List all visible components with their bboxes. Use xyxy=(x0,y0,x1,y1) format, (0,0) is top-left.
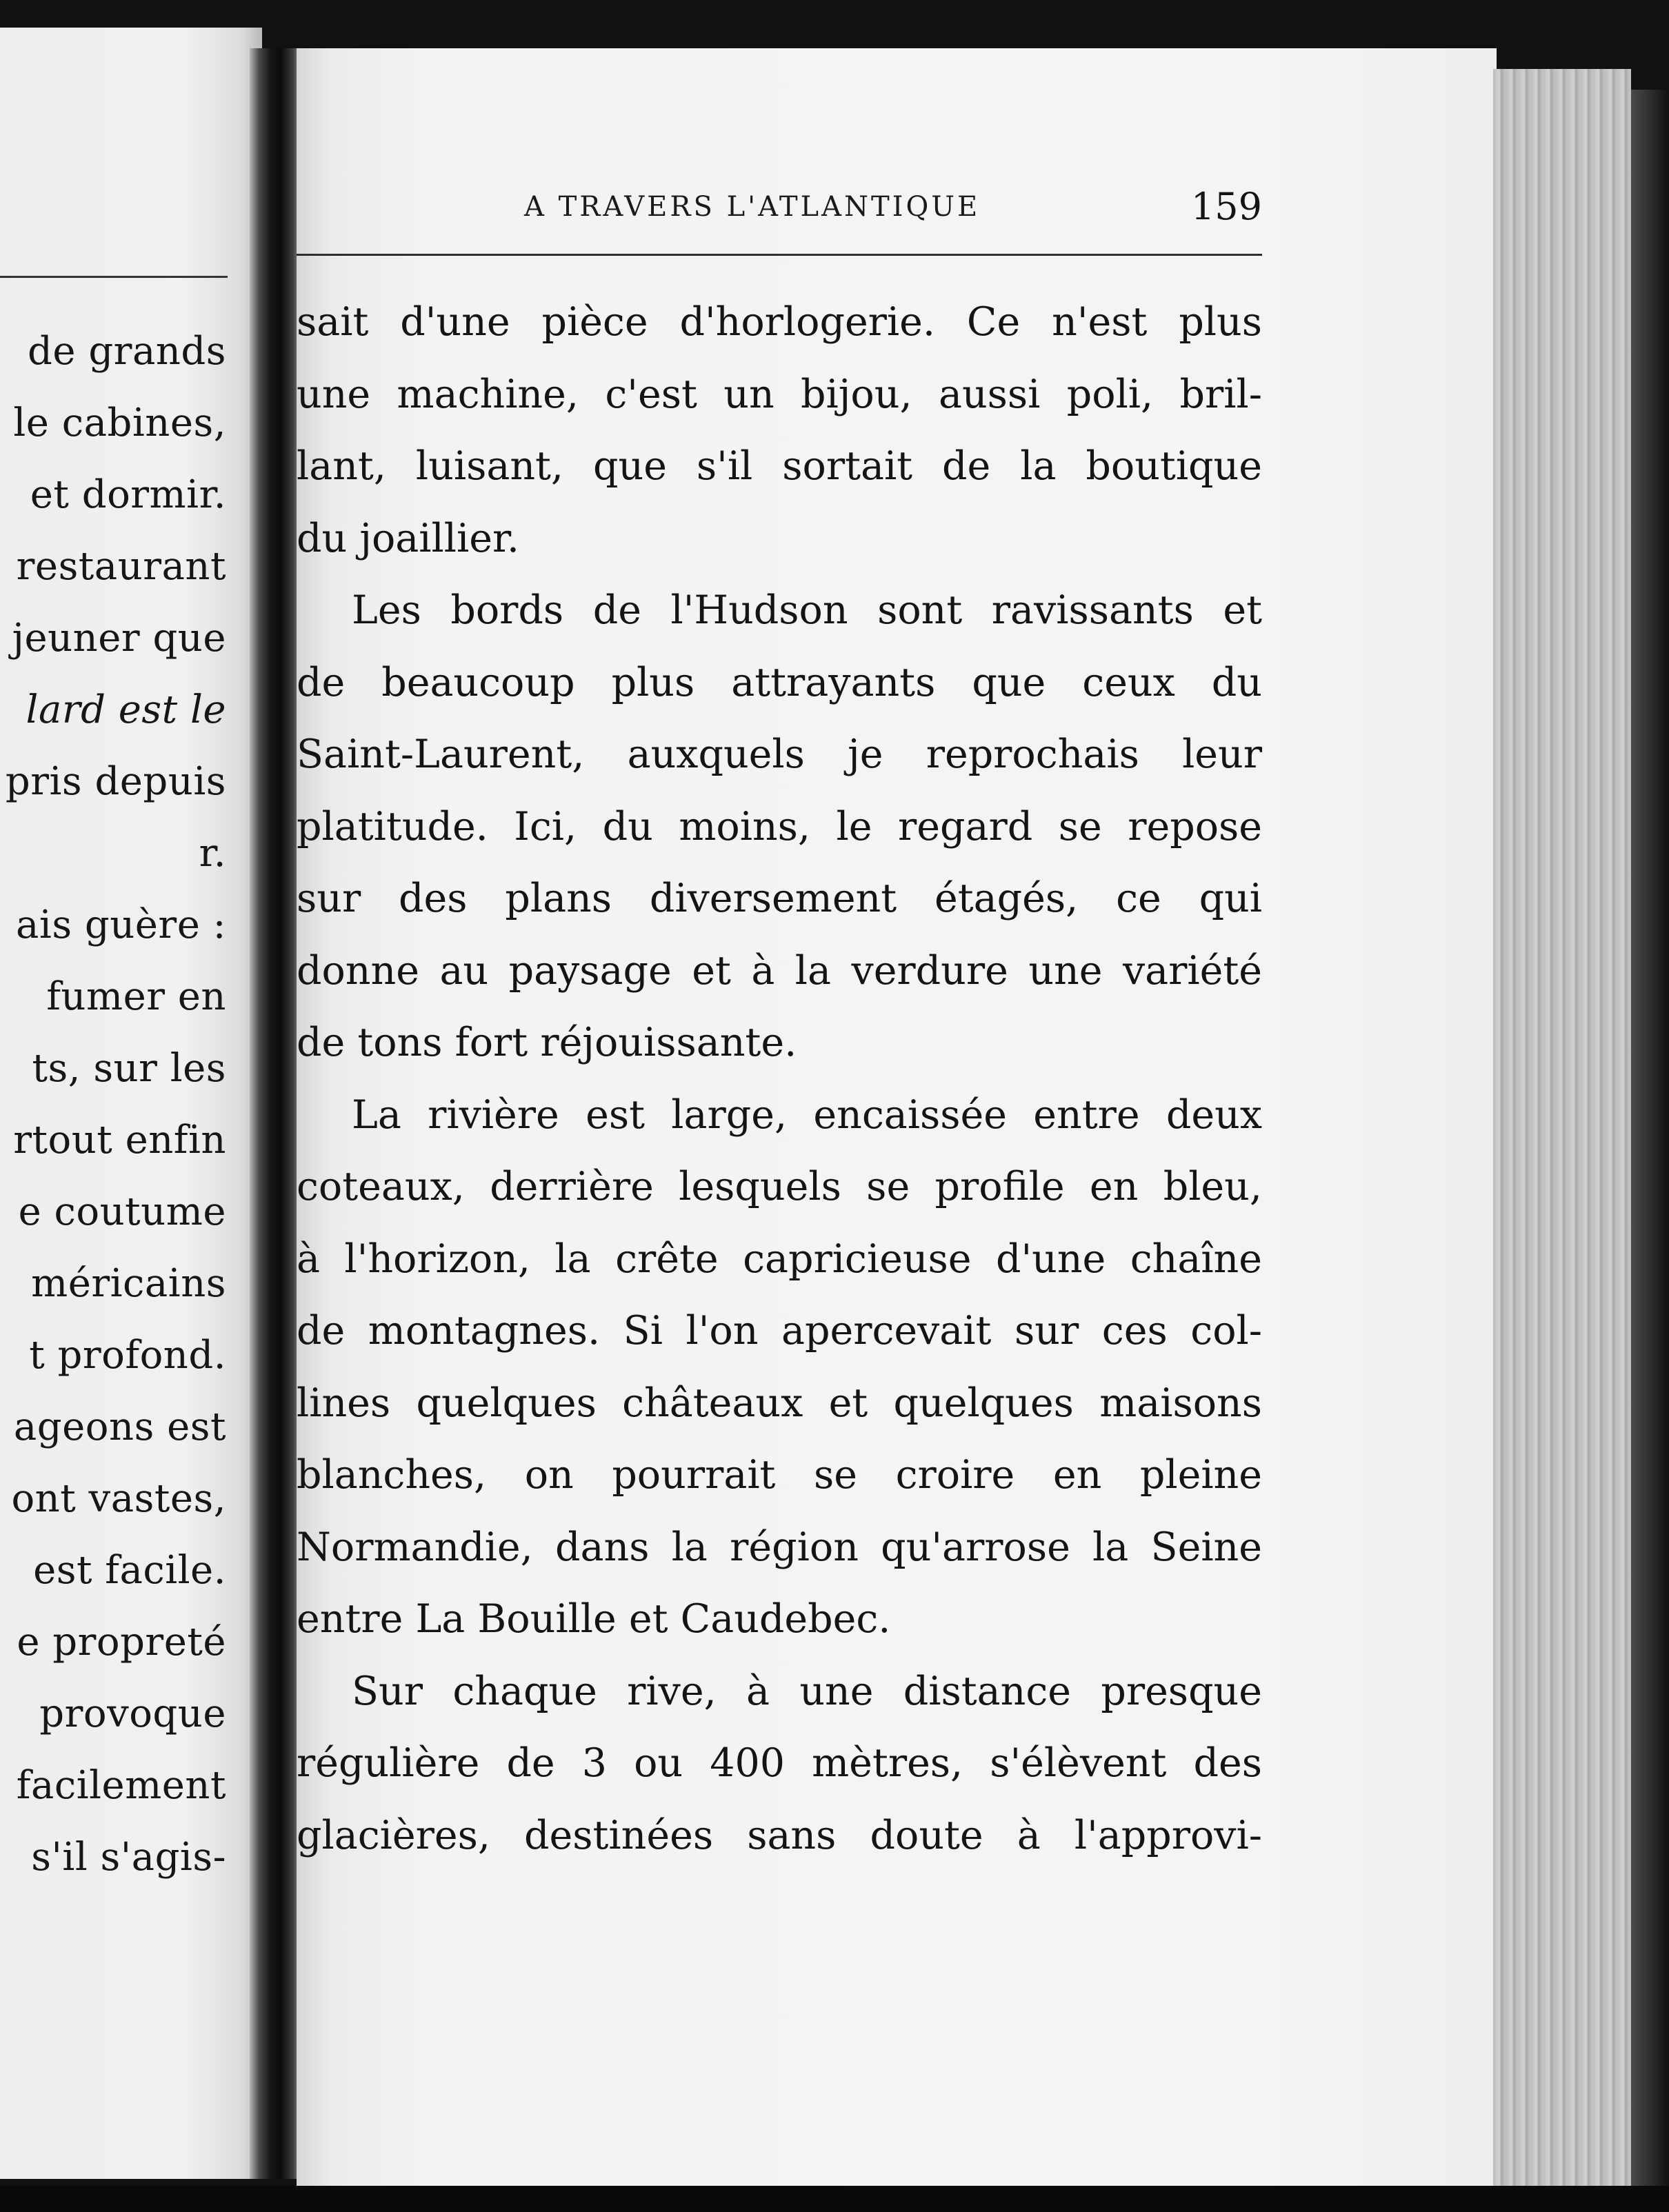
text-line: Sur chaque rive, à une distance presque xyxy=(352,1668,1262,1714)
left-line: e propreté xyxy=(17,1620,226,1665)
text-line: de beaucoup plus attrayants que ceux du xyxy=(297,659,1262,705)
text-line: glacières, destinées sans doute à l'approvi- xyxy=(297,1812,1262,1858)
text-line: coteaux, derrière lesquels se profile en bleu, xyxy=(297,1164,1262,1209)
text-line: lant, luisant, que s'il sortait de la boutique xyxy=(297,443,1262,489)
text-line: sur des plans diversement étagés, ce qui xyxy=(297,876,1262,921)
left-line: le cabines, xyxy=(13,401,226,445)
right-page xyxy=(297,48,1497,2193)
text-line: sait d'une pièce d'horlogerie. Ce n'est plus xyxy=(297,299,1262,345)
left-line: ts, sur les xyxy=(32,1046,226,1091)
text-line: de montagnes. Si l'on apercevait sur ces col- xyxy=(297,1308,1262,1354)
left-page xyxy=(0,28,262,2179)
left-line: de grands xyxy=(28,329,226,374)
text-line: Saint-Laurent, auxquels je reprochais leur xyxy=(297,732,1262,777)
left-line: ont vastes, xyxy=(11,1476,226,1521)
text-line: à l'horizon, la crête capricieuse d'une chaîne xyxy=(297,1236,1262,1282)
left-line: fumer en xyxy=(46,974,226,1019)
text-line: blanches, on pourrait se croire en pleine xyxy=(297,1452,1262,1498)
page-number: 159 xyxy=(1190,185,1262,228)
page-fore-edge xyxy=(1493,69,1631,2200)
text-line: une machine, c'est un bijou, aussi poli, bril- xyxy=(297,371,1262,417)
left-line: r. xyxy=(199,831,226,876)
text-line: régulière de 3 ou 400 mètres, s'élèvent des xyxy=(297,1740,1262,1786)
running-title: A TRAVERS L'ATLANTIQUE xyxy=(524,191,981,223)
left-line: et dormir. xyxy=(30,472,226,517)
text-line: de tons fort réjouissante. xyxy=(297,1020,797,1065)
left-line: t profond. xyxy=(29,1333,226,1378)
text-line: entre La Bouille et Caudebec. xyxy=(297,1596,891,1642)
left-line: ageons est xyxy=(13,1405,226,1449)
page-header xyxy=(297,176,1262,238)
header-rule xyxy=(297,254,1262,256)
left-line: lard est le xyxy=(26,687,226,732)
scan-border xyxy=(0,2186,1669,2212)
left-header-rule xyxy=(0,276,228,278)
left-line: est facile. xyxy=(33,1548,226,1593)
edge-shadow xyxy=(1631,90,1669,2193)
body-text xyxy=(297,286,1262,1871)
left-line: facilement xyxy=(16,1763,226,1808)
left-line: ais guère : xyxy=(16,903,226,947)
left-line: jeuner que xyxy=(12,616,226,661)
left-line: restaurant xyxy=(16,544,226,589)
left-text-block xyxy=(0,316,226,1893)
text-line: La rivière est large, encaissée entre deux xyxy=(352,1092,1262,1138)
left-line: s'il s'agis- xyxy=(31,1835,226,1880)
left-line: e coutume xyxy=(18,1189,226,1234)
left-line: rtout enfin xyxy=(13,1118,226,1163)
book-gutter xyxy=(250,48,302,2179)
text-line: du joaillier. xyxy=(297,515,520,561)
text-line: lines quelques châteaux et quelques maisons xyxy=(297,1380,1262,1426)
text-line: Les bords de l'Hudson sont ravissants et xyxy=(352,587,1262,633)
text-line: donne au paysage et à la verdure une variété xyxy=(297,947,1262,994)
text-line: Normandie, dans la région qu'arrose la Seine xyxy=(297,1524,1262,1570)
text-line: platitude. Ici, du moins, le regard se repose xyxy=(297,803,1262,849)
left-line: provoque xyxy=(39,1691,226,1736)
left-line: pris depuis xyxy=(5,759,226,804)
left-line: méricains xyxy=(31,1261,226,1306)
